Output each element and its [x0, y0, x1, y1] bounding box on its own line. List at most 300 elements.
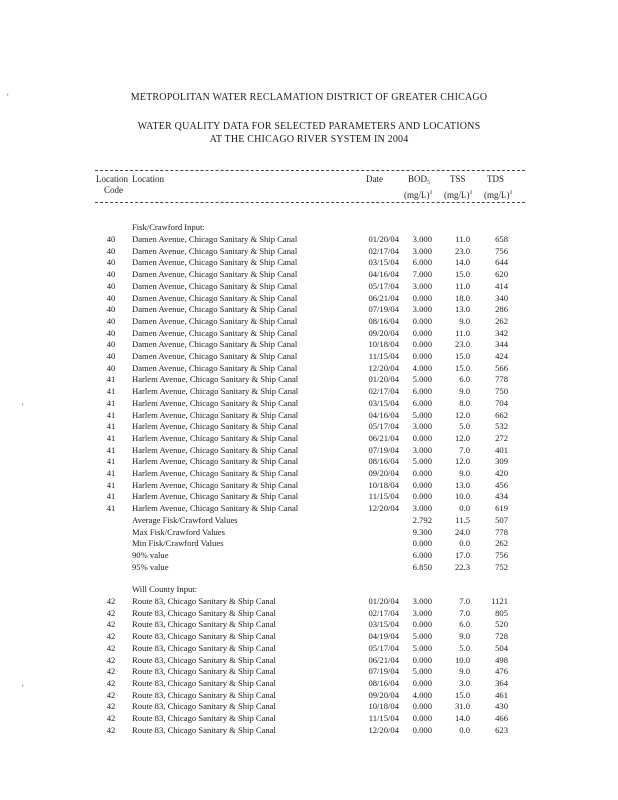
cell-location: Harlem Avenue, Chicago Sanitary & Ship Canal [132, 421, 299, 432]
cell-tds: 566 [495, 362, 508, 373]
table-row [0, 316, 618, 328]
cell-code: 40 [106, 339, 116, 350]
cell-location: Harlem Avenue, Chicago Sanitary & Ship Canal [132, 444, 299, 455]
table-row [0, 503, 618, 515]
margin-mark: ' [7, 92, 9, 102]
cell-bod: 0.000 [412, 654, 432, 665]
cell-tds: 1121 [491, 596, 508, 606]
header-bod-unit [404, 188, 433, 201]
cell-location: Route 83, Chicago Sanitary & Ship Canal [132, 724, 276, 735]
summary-bod: 0.000 [412, 538, 432, 549]
cell-bod: 0.000 [412, 468, 432, 478]
cell-tss: 9.0 [459, 386, 470, 397]
cell-code: 41 [106, 479, 116, 490]
cell-tds: 623 [495, 724, 508, 735]
cell-tds: 344 [495, 339, 508, 350]
cell-tds: 778 [495, 374, 508, 385]
cell-bod: 7.000 [412, 269, 432, 280]
cell-date: 06/21/04 [368, 292, 399, 303]
header-tds: TDS [487, 174, 505, 184]
header-rule-bottom [95, 202, 525, 203]
table-row [0, 690, 618, 702]
cell-bod: 3.000 [412, 421, 432, 432]
margin-mark: ' [22, 402, 24, 412]
cell-location: Route 83, Chicago Sanitary & Ship Canal [132, 713, 276, 723]
cell-bod: 0.000 [412, 292, 432, 303]
cell-location: Damen Avenue, Chicago Sanitary & Ship Canal [132, 280, 298, 291]
table-row [0, 491, 618, 503]
cell-date: 08/16/04 [368, 677, 399, 688]
cell-code: 41 [106, 374, 116, 385]
cell-bod: 0.000 [412, 339, 432, 350]
cell-tss: 6.0 [459, 619, 470, 630]
cell-date: 10/18/04 [368, 479, 399, 490]
cell-date: 09/20/04 [368, 327, 399, 338]
cell-code: 42 [106, 607, 116, 618]
summary-bod: 6.000 [412, 549, 432, 560]
table-row [0, 234, 618, 246]
cell-tds: 532 [495, 421, 508, 432]
header-code-line2: Code [104, 185, 123, 195]
table-row [0, 713, 618, 725]
summary-tss: 11.5 [455, 514, 470, 525]
summary-tss: 24.0 [454, 526, 470, 537]
cell-tds: 342 [495, 327, 508, 338]
summary-tds: 752 [495, 561, 508, 572]
document-subtitle-line1: WATER QUALITY DATA FOR SELECTED PARAMETERS AND LOCATIONS [137, 121, 481, 132]
cell-code: 41 [106, 421, 116, 432]
cell-tds: 644 [495, 257, 508, 268]
cell-code: 40 [106, 292, 116, 303]
cell-tds: 476 [495, 666, 508, 677]
cell-code: 42 [106, 654, 116, 665]
cell-tds: 466 [495, 713, 508, 723]
cell-bod: 3.000 [412, 234, 432, 244]
cell-date: 12/20/04 [368, 503, 399, 514]
cell-date: 07/19/04 [368, 666, 399, 677]
table-row [0, 281, 618, 293]
footnote-mark: 1 [509, 190, 513, 196]
table-row [0, 421, 618, 433]
cell-code: 42 [106, 642, 116, 653]
cell-date: 09/20/04 [368, 689, 399, 700]
summary-label: Min Fisk/Crawford Values [132, 538, 224, 549]
cell-bod: 3.000 [412, 607, 432, 618]
cell-location: Route 83, Chicago Sanitary & Ship Canal [132, 631, 276, 642]
cell-date: 12/20/04 [368, 362, 399, 373]
cell-tds: 456 [495, 479, 508, 490]
cell-tss: 12.0 [454, 409, 470, 420]
tds-unit-text: (mg/L) [484, 190, 510, 200]
cell-location: Damen Avenue, Chicago Sanitary & Ship Canal [132, 315, 298, 326]
header-bod: BOD₅ [408, 174, 431, 184]
cell-location: Harlem Avenue, Chicago Sanitary & Ship Canal [132, 397, 299, 408]
cell-code: 40 [106, 327, 116, 338]
cell-bod: 0.000 [412, 491, 432, 502]
cell-tss: 0.0 [459, 724, 470, 735]
table-row [0, 619, 618, 631]
cell-location: Damen Avenue, Chicago Sanitary & Ship Canal [132, 362, 298, 373]
table-row [0, 363, 618, 375]
cell-tss: 14.0 [454, 257, 470, 268]
cell-bod: 3.000 [412, 280, 432, 291]
cell-tss: 9.0 [459, 468, 470, 478]
cell-code: 42 [106, 619, 116, 630]
cell-date: 06/21/04 [368, 432, 399, 443]
table-row [0, 398, 618, 410]
cell-date: 07/19/04 [368, 304, 399, 315]
cell-bod: 5.000 [412, 631, 432, 642]
cell-tds: 286 [495, 304, 508, 315]
cell-tss: 11.0 [455, 327, 470, 338]
table-row [0, 468, 618, 480]
summary-row [0, 550, 618, 562]
table-row [0, 246, 618, 258]
cell-bod: 5.000 [412, 666, 432, 677]
cell-tss: 15.0 [454, 362, 470, 373]
table-row [0, 701, 618, 713]
cell-location: Harlem Avenue, Chicago Sanitary & Ship Canal [132, 409, 299, 420]
cell-location: Harlem Avenue, Chicago Sanitary & Ship Canal [132, 503, 299, 514]
cell-date: 04/16/04 [368, 269, 399, 280]
cell-tss: 15.0 [454, 689, 470, 700]
cell-location: Harlem Avenue, Chicago Sanitary & Ship Canal [132, 374, 299, 385]
cell-tds: 262 [495, 315, 508, 326]
summary-tds: 756 [495, 549, 508, 560]
summary-bod: 2.792 [412, 514, 432, 525]
cell-bod: 3.000 [412, 444, 432, 455]
cell-tss: 5.0 [459, 642, 470, 653]
cell-tss: 12.0 [454, 432, 470, 443]
summary-tds: 778 [495, 526, 508, 537]
cell-date: 12/20/04 [368, 724, 399, 735]
cell-date: 05/17/04 [368, 642, 399, 653]
cell-date: 01/20/04 [368, 596, 399, 606]
cell-tss: 8.0 [459, 397, 470, 408]
cell-tds: 434 [495, 491, 508, 502]
table-row [0, 304, 618, 316]
cell-bod: 3.000 [412, 503, 432, 514]
cell-bod: 5.000 [412, 409, 432, 420]
summary-tss: 17.0 [454, 549, 470, 560]
cell-tds: 420 [495, 468, 508, 478]
summary-tss: 0.0 [459, 538, 470, 549]
summary-tds: 262 [495, 538, 508, 549]
cell-tds: 658 [495, 234, 508, 244]
cell-bod: 0.000 [412, 724, 432, 735]
cell-date: 01/20/04 [368, 374, 399, 385]
cell-code: 42 [106, 724, 116, 735]
cell-tss: 31.0 [454, 701, 470, 712]
cell-bod: 5.000 [412, 456, 432, 467]
cell-code: 42 [106, 701, 116, 712]
summary-row [0, 515, 618, 527]
cell-tds: 414 [495, 280, 508, 291]
cell-location: Harlem Avenue, Chicago Sanitary & Ship Canal [132, 491, 299, 502]
header-tss-unit [444, 188, 473, 201]
cell-tds: 461 [495, 689, 508, 700]
cell-location: Harlem Avenue, Chicago Sanitary & Ship Canal [132, 432, 299, 443]
cell-date: 09/20/04 [368, 468, 399, 478]
cell-tss: 11.0 [455, 280, 470, 291]
cell-tds: 662 [495, 409, 508, 420]
cell-date: 06/21/04 [368, 654, 399, 665]
table-row [0, 351, 618, 363]
cell-location: Damen Avenue, Chicago Sanitary & Ship Canal [132, 292, 298, 303]
summary-row [0, 562, 618, 574]
header-tss: TSS [450, 174, 466, 184]
cell-tss: 12.0 [454, 456, 470, 467]
cell-code: 40 [106, 315, 116, 326]
cell-date: 05/17/04 [368, 280, 399, 291]
cell-location: Harlem Avenue, Chicago Sanitary & Ship Canal [132, 479, 299, 490]
cell-date: 10/18/04 [368, 339, 399, 350]
cell-code: 42 [106, 666, 116, 677]
cell-code: 42 [106, 689, 116, 700]
cell-bod: 0.000 [412, 677, 432, 688]
cell-date: 02/17/04 [368, 386, 399, 397]
cell-tss: 9.0 [459, 631, 470, 642]
table-row [0, 596, 618, 608]
cell-tds: 498 [495, 654, 508, 665]
cell-bod: 0.000 [412, 315, 432, 326]
header-date: Date [366, 174, 383, 184]
table-row [0, 608, 618, 620]
cell-code: 42 [106, 677, 116, 688]
cell-date: 11/15/04 [368, 351, 399, 361]
table-row [0, 386, 618, 398]
cell-tss: 23.0 [454, 339, 470, 350]
cell-code: 40 [106, 269, 116, 280]
cell-tds: 756 [495, 245, 508, 256]
cell-tds: 504 [495, 642, 508, 653]
table-row [0, 269, 618, 281]
cell-date: 03/15/04 [368, 397, 399, 408]
table-row [0, 725, 618, 737]
cell-location: Damen Avenue, Chicago Sanitary & Ship Canal [132, 339, 298, 350]
table-row [0, 433, 618, 445]
cell-tds: 619 [495, 503, 508, 514]
header-location: Location [132, 174, 164, 184]
summary-label: 95% value [132, 561, 169, 572]
cell-bod: 0.000 [412, 619, 432, 630]
cell-code: 40 [106, 362, 116, 373]
cell-tss: 3.0 [459, 677, 470, 688]
cell-date: 05/17/04 [368, 421, 399, 432]
cell-location: Route 83, Chicago Sanitary & Ship Canal [132, 619, 276, 630]
table-row [0, 410, 618, 422]
cell-bod: 6.000 [412, 386, 432, 397]
cell-tss: 23.0 [454, 245, 470, 256]
table-row [0, 328, 618, 340]
header-tds-unit [484, 188, 513, 201]
cell-location: Route 83, Chicago Sanitary & Ship Canal [132, 701, 276, 712]
cell-code: 40 [106, 280, 116, 291]
cell-code: 40 [106, 245, 116, 256]
cell-date: 10/18/04 [368, 701, 399, 712]
cell-date: 03/15/04 [368, 619, 399, 630]
cell-location: Route 83, Chicago Sanitary & Ship Canal [132, 642, 276, 653]
cell-code: 40 [106, 234, 116, 244]
cell-bod: 0.000 [412, 479, 432, 490]
cell-tds: 728 [495, 631, 508, 642]
cell-tds: 309 [495, 456, 508, 467]
cell-location: Route 83, Chicago Sanitary & Ship Canal [132, 677, 276, 688]
cell-location: Route 83, Chicago Sanitary & Ship Canal [132, 689, 276, 700]
cell-tss: 10.0 [454, 654, 470, 665]
cell-tss: 5.0 [459, 421, 470, 432]
cell-tds: 704 [495, 397, 508, 408]
cell-tds: 401 [495, 444, 508, 455]
summary-row [0, 538, 618, 550]
section-heading: Will County Input: [132, 584, 198, 594]
cell-tss: 11.0 [455, 234, 470, 244]
section-heading: Fisk/Crawford Input: [132, 222, 205, 232]
cell-location: Route 83, Chicago Sanitary & Ship Canal [132, 654, 276, 665]
cell-location: Damen Avenue, Chicago Sanitary & Ship Canal [132, 257, 298, 268]
cell-tss: 6.0 [459, 374, 470, 385]
summary-bod: 9.300 [412, 526, 432, 537]
cell-code: 42 [106, 596, 116, 606]
cell-tds: 364 [495, 677, 508, 688]
cell-location: Damen Avenue, Chicago Sanitary & Ship Canal [132, 351, 298, 361]
cell-code: 41 [106, 397, 116, 408]
table-row [0, 293, 618, 305]
cell-code: 41 [106, 444, 116, 455]
cell-tss: 15.0 [454, 269, 470, 280]
cell-date: 08/16/04 [368, 456, 399, 467]
cell-location: Harlem Avenue, Chicago Sanitary & Ship Canal [132, 456, 299, 467]
cell-tds: 430 [495, 701, 508, 712]
cell-tds: 340 [495, 292, 508, 303]
footnote-mark: 1 [469, 190, 473, 196]
cell-bod: 3.000 [412, 304, 432, 315]
cell-date: 04/19/04 [368, 631, 399, 642]
cell-date: 01/20/04 [368, 234, 399, 244]
cell-location: Damen Avenue, Chicago Sanitary & Ship Canal [132, 304, 298, 315]
table-row [0, 257, 618, 269]
header-rule-top [95, 170, 525, 171]
cell-tss: 7.0 [459, 444, 470, 455]
cell-bod: 6.000 [412, 397, 432, 408]
cell-code: 41 [106, 503, 116, 514]
cell-bod: 5.000 [412, 374, 432, 385]
table-row [0, 480, 618, 492]
cell-bod: 4.000 [412, 689, 432, 700]
cell-bod: 3.000 [412, 245, 432, 256]
cell-tss: 0.0 [459, 503, 470, 514]
cell-tss: 13.0 [454, 304, 470, 315]
summary-label: Max Fisk/Crawford Values [132, 526, 225, 537]
document-title: METROPOLITAN WATER RECLAMATION DISTRICT OF GREATER CHICAGO [130, 92, 488, 103]
cell-bod: 0.000 [412, 351, 432, 361]
cell-tds: 272 [495, 432, 508, 443]
cell-location: Damen Avenue, Chicago Sanitary & Ship Canal [132, 245, 298, 256]
summary-bod: 6.850 [412, 561, 432, 572]
cell-location: Route 83, Chicago Sanitary & Ship Canal [132, 607, 276, 618]
cell-bod: 0.000 [412, 327, 432, 338]
cell-code: 41 [106, 456, 116, 467]
cell-date: 04/16/04 [368, 409, 399, 420]
cell-location: Harlem Avenue, Chicago Sanitary & Ship Canal [132, 386, 299, 397]
cell-location: Harlem Avenue, Chicago Sanitary & Ship Canal [132, 468, 299, 478]
cell-code: 41 [106, 432, 116, 443]
cell-tds: 520 [495, 619, 508, 630]
table-row [0, 374, 618, 386]
cell-code: 42 [106, 631, 116, 642]
summary-label: Average Fisk/Crawford Values [132, 514, 238, 525]
summary-tss: 22.3 [454, 561, 470, 572]
cell-location: Damen Avenue, Chicago Sanitary & Ship Canal [132, 269, 298, 280]
table-row [0, 445, 618, 457]
cell-bod: 3.000 [412, 596, 432, 606]
cell-code: 41 [106, 491, 116, 502]
cell-bod: 4.000 [412, 362, 432, 373]
cell-location: Damen Avenue, Chicago Sanitary & Ship Canal [132, 327, 298, 338]
table-row [0, 655, 618, 667]
cell-tss: 18.0 [454, 292, 470, 303]
cell-code: 41 [106, 386, 116, 397]
cell-tds: 750 [495, 386, 508, 397]
cell-tds: 620 [495, 269, 508, 280]
margin-mark: ' [22, 683, 24, 693]
cell-bod: 0.000 [412, 432, 432, 443]
table-row [0, 643, 618, 655]
footnote-mark: 1 [429, 190, 433, 196]
cell-location: Route 83, Chicago Sanitary & Ship Canal [132, 666, 276, 677]
cell-code: 40 [106, 257, 116, 268]
cell-code: 41 [106, 468, 116, 478]
cell-tss: 9.0 [459, 666, 470, 677]
cell-bod: 0.000 [412, 701, 432, 712]
cell-tss: 13.0 [454, 479, 470, 490]
table-row [0, 678, 618, 690]
header-location-code [96, 174, 128, 196]
cell-code: 42 [106, 713, 116, 723]
bod-unit-text: (mg/L) [404, 190, 430, 200]
cell-tds: 805 [495, 607, 508, 618]
cell-date: 11/15/04 [368, 713, 399, 723]
cell-bod: 0.000 [412, 713, 432, 723]
summary-row [0, 527, 618, 539]
cell-code: 40 [106, 304, 116, 315]
cell-date: 08/16/04 [368, 315, 399, 326]
summary-tds: 507 [495, 514, 508, 525]
cell-date: 11/15/04 [368, 491, 399, 502]
cell-code: 40 [106, 351, 116, 361]
document-subtitle-line2: AT THE CHICAGO RIVER SYSTEM IN 2004 [209, 134, 409, 145]
cell-location: Damen Avenue, Chicago Sanitary & Ship Canal [132, 234, 298, 244]
cell-location: Route 83, Chicago Sanitary & Ship Canal [132, 596, 276, 606]
cell-bod: 5.000 [412, 642, 432, 653]
cell-code: 41 [106, 409, 116, 420]
cell-tss: 7.0 [459, 596, 470, 606]
cell-date: 07/19/04 [368, 444, 399, 455]
table-row [0, 666, 618, 678]
table-row [0, 631, 618, 643]
summary-label: 90% value [132, 549, 169, 560]
cell-tds: 424 [495, 351, 508, 361]
table-row [0, 456, 618, 468]
cell-tss: 14.0 [454, 713, 470, 723]
cell-tss: 7.0 [459, 607, 470, 618]
table-row [0, 339, 618, 351]
header-code-line1: Location [96, 174, 128, 184]
cell-tss: 15.0 [454, 351, 470, 361]
cell-tss: 10.0 [454, 491, 470, 502]
tss-unit-text: (mg/L) [444, 190, 470, 200]
cell-bod: 6.000 [412, 257, 432, 268]
